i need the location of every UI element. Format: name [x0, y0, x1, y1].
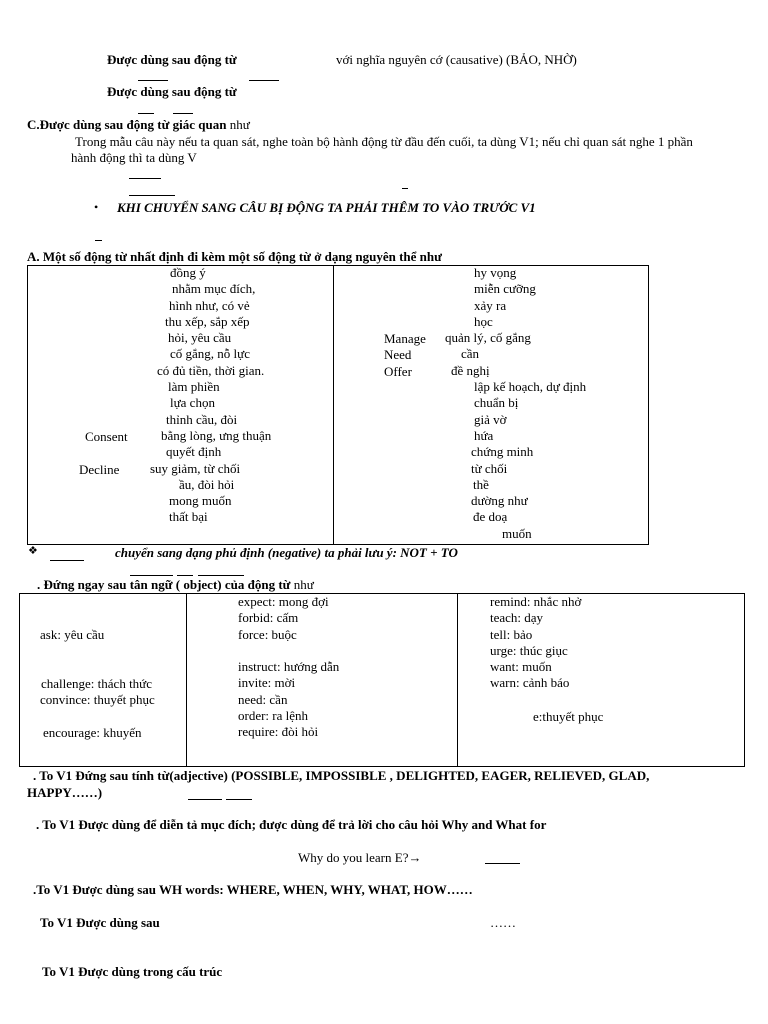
word-item: làm phiền — [168, 379, 220, 395]
word-item: miễn cưỡng — [474, 281, 536, 297]
word-item: ầu, đòi hỏi — [179, 476, 235, 492]
word-item: đe doạ — [473, 509, 508, 525]
table-divider — [333, 265, 334, 545]
word-item: want: muốn — [490, 659, 552, 675]
section-a-title: A. Một số động từ nhất định đi kèm một số động từ ở dạng nguyên thể như — [27, 249, 442, 264]
word-item: có đủ tiền, thời gian. — [157, 362, 265, 378]
blank-rule — [50, 560, 84, 561]
word-item: forbid: cấm — [238, 610, 299, 626]
header-line2: Được dùng sau động từ — [107, 84, 237, 99]
word-item: suy giảm, từ chối — [150, 460, 241, 476]
blank-rule — [485, 863, 520, 864]
word-item: bằng lòng, ưng thuận — [161, 427, 272, 443]
blank-rule — [129, 195, 175, 196]
object-verb: encourage: khuyến — [43, 725, 142, 740]
word-item: force: buộc — [238, 626, 297, 642]
word-item: lựa chọn — [170, 395, 215, 411]
word-item: thu xếp, sắp xếp — [165, 313, 250, 329]
word-item: xảy ra — [474, 297, 507, 313]
word-item: order: ra lệnh — [238, 708, 309, 724]
right-en-word: Need — [384, 347, 412, 362]
word-item: dường như — [471, 493, 528, 509]
blank-rule — [138, 80, 168, 81]
word-item: instruct: hướng dẫn — [238, 659, 340, 675]
object-col2-list — [238, 594, 453, 741]
blank-rule — [188, 799, 222, 800]
diamond-bullet-icon: ❖ — [28, 545, 38, 557]
left-en-word: Decline — [79, 462, 120, 477]
word-item: hứa — [474, 427, 494, 443]
word-item: thất bại — [169, 509, 208, 525]
blank-rule — [402, 188, 408, 189]
structure-section: To V1 Được dùng trong cấu trúc — [42, 964, 223, 979]
purpose-title: . To V1 Được dùng để diễn tả mục đích; được dùng để trả lời cho câu hỏi Why and What for — [36, 817, 547, 832]
adj-line2: HAPPY……) — [27, 785, 103, 800]
section-c-title: C.Được dùng sau động từ giác quan như — [27, 117, 250, 132]
left-word-list — [150, 265, 330, 526]
word-item: quản lý, cố gắng — [445, 330, 531, 346]
right-word-list — [445, 265, 645, 542]
word-item: học — [474, 313, 493, 329]
word-item: muốn — [502, 525, 532, 541]
word-item: đề nghị — [451, 362, 490, 378]
left-en-word: Consent — [85, 429, 128, 444]
word-item: need: cần — [238, 691, 288, 707]
blank-rule — [129, 178, 161, 179]
right-en-word: Offer — [384, 364, 412, 379]
header-line1-left: Được dùng sau động từ — [107, 52, 237, 67]
word-item: nhằm mục đích, — [172, 281, 256, 297]
word-item: require: đòi hỏi — [238, 724, 319, 740]
word-item: remind: nhắc nhở — [490, 594, 582, 609]
negative-note: chuyển sang dạng phủ định (negative) ta phải lưu ý: NOT + TO — [115, 545, 458, 560]
word-item: quyết định — [166, 444, 222, 460]
after-dots: …… — [490, 915, 516, 930]
word-item: hy vọng — [474, 265, 517, 280]
section-c-desc2: hành động thì ta dùng V — [71, 150, 197, 165]
word-item: chuẩn bị — [474, 395, 519, 411]
word-item: expect: mong đợi — [238, 594, 329, 609]
bullet-dot: • — [94, 200, 99, 214]
after-label: To V1 Được dùng sau — [40, 915, 160, 930]
purpose-example: Why do you learn E?→ — [298, 850, 422, 865]
object-verb: convince: thuyết phục — [40, 692, 155, 707]
word-item: từ chối — [471, 460, 508, 476]
wh-section: .To V1 Được dùng sau WH words: WHERE, WHEN, WHY, WHAT, HOW…… — [33, 882, 473, 897]
word-item: teach: dạy — [490, 610, 544, 626]
word-item — [238, 643, 453, 659]
word-item: tell: bảo — [490, 626, 533, 642]
blank-rule — [138, 113, 154, 114]
blank-rule — [226, 799, 252, 800]
word-item: urge: thúc giục — [490, 642, 568, 658]
right-en-word: Manage — [384, 331, 426, 346]
adj-line1: . To V1 Đứng sau tính từ(adjective) (POSSIBLE, IMPOSSIBLE , DELIGHTED, EAGER, RELIEVED, GLAD, — [33, 768, 650, 783]
blank-rule — [249, 80, 279, 81]
blank-rule — [198, 575, 244, 576]
blank-rule — [173, 113, 193, 114]
word-item: cố gắng, nỗ lực — [170, 346, 250, 362]
word-item: cần — [461, 346, 480, 362]
word-item: hình như, có vẻ — [169, 297, 250, 313]
word-item: đồng ý — [170, 265, 206, 280]
word-item: hỏi, yêu cầu — [168, 330, 232, 346]
header-line1-right: với nghĩa nguyên cớ (causative) (BẢO, NHỜ) — [336, 52, 577, 67]
blank-rule — [130, 575, 173, 576]
word-item: lập kế hoạch, dự định — [474, 379, 587, 395]
word-item: thề — [473, 476, 489, 492]
word-item: mong muốn — [169, 493, 232, 509]
object-verb: challenge: thách thức — [41, 676, 152, 691]
section-c-desc1: Trong mẫu câu này nếu ta quan sát, nghe toàn bộ hành động từ đầu đến cuối, ta dùng V1; nếu chỉ quan sát nghe 1 phần — [75, 134, 693, 149]
object-section-title: . Đứng ngay sau tân ngữ ( object) của động từ như — [37, 577, 314, 592]
word-item: thỉnh cầu, đòi — [166, 411, 238, 427]
object-verb: e:thuyết phục — [533, 709, 604, 724]
blank-rule — [95, 240, 102, 241]
word-item: giả vờ — [474, 411, 507, 427]
table-divider — [186, 593, 187, 767]
bullet-note: KHI CHUYỂN SANG CÂU BỊ ĐỘNG TA PHẢI THÊM TO VÀO TRƯỚC V1 — [117, 200, 536, 215]
word-item: warn: cảnh báo — [490, 675, 570, 691]
word-item: invite: mời — [238, 675, 296, 691]
blank-rule — [177, 575, 193, 576]
word-item: chứng minh — [471, 444, 534, 460]
object-verb: ask: yêu cầu — [40, 627, 105, 642]
object-col3-list — [490, 594, 730, 692]
table-divider — [457, 593, 458, 767]
